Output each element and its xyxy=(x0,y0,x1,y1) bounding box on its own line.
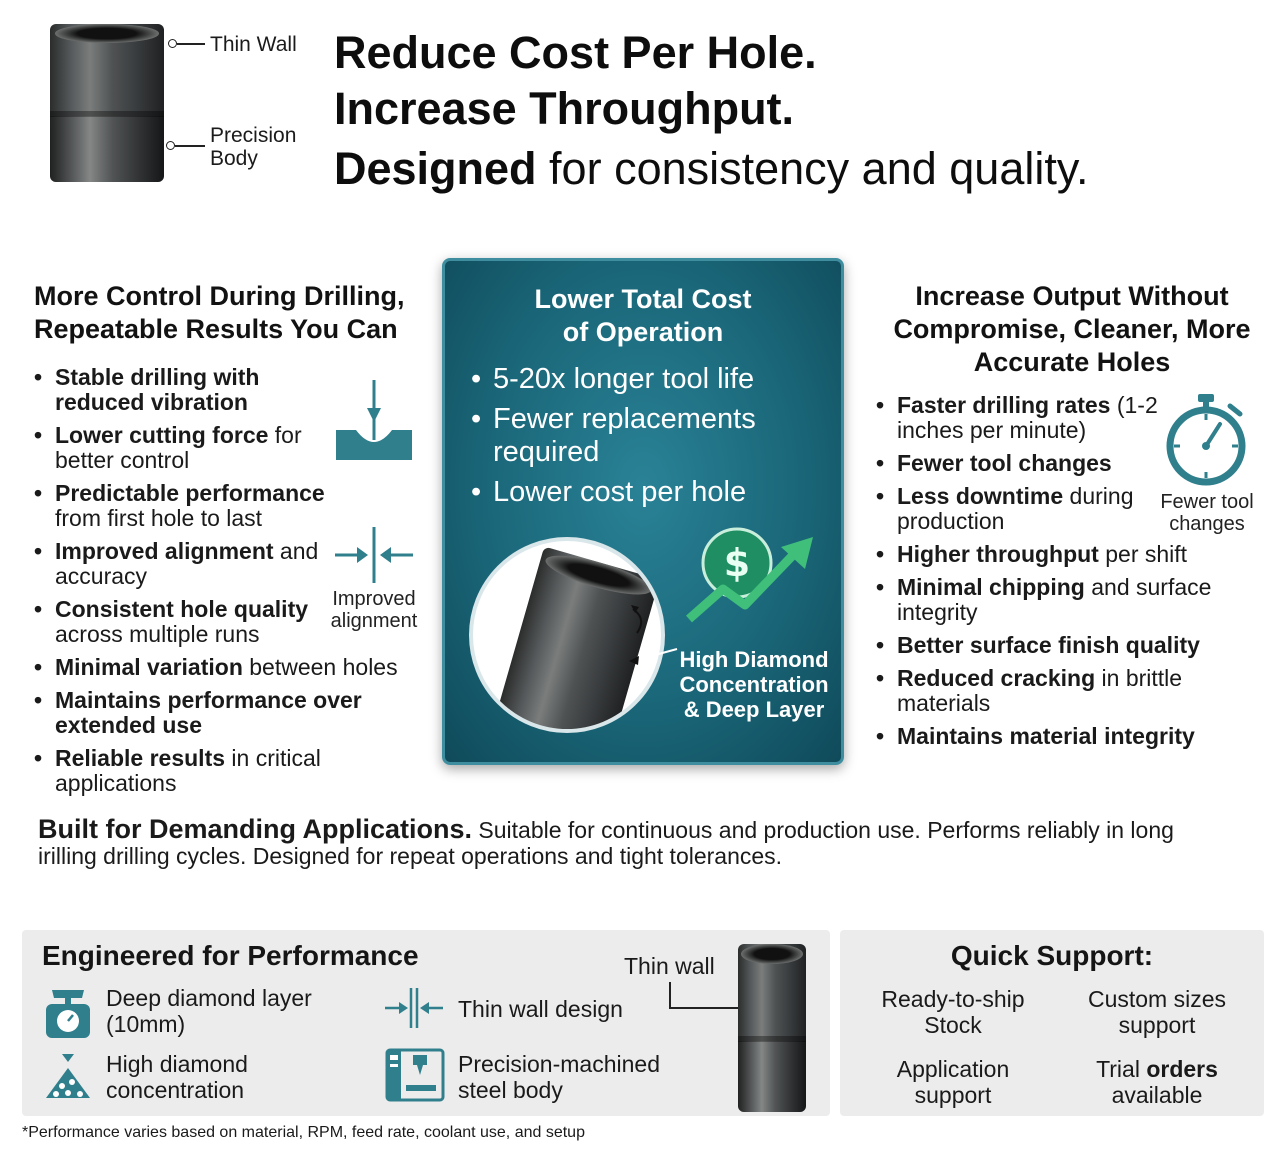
drill-into-surface-icon xyxy=(334,378,414,462)
callout-thin-wall: Thin Wall xyxy=(210,33,297,56)
headline-line-3 xyxy=(334,143,1089,195)
list-item: • Minimal variation between holes xyxy=(34,655,434,680)
list-item: • Minimal chipping and surface integrity xyxy=(876,575,1236,625)
list-item: • Consistent hole quality across multiple runs xyxy=(34,597,334,647)
tube-body-shade xyxy=(50,116,164,182)
dollar-growth-icon xyxy=(683,523,823,627)
list-item: • Better surface finish quality xyxy=(876,633,1236,658)
list-item: • Improved alignment and accuracy xyxy=(34,539,334,589)
cost-panel xyxy=(442,258,844,765)
callout-dot-precision-body xyxy=(166,141,175,150)
caption-pointer-arrows xyxy=(625,601,685,681)
list-item: • Maintains performance over extended use xyxy=(34,688,374,738)
support-trial-orders: Trial orders available xyxy=(1096,1056,1218,1108)
feature-high-diamond-concentration: High diamond concentration xyxy=(106,1051,248,1103)
list-item: • Faster drilling rates (1-2 inches per minute) xyxy=(876,393,1166,443)
callout-line-precision-body xyxy=(175,145,205,147)
feature-deep-diamond-layer: Deep diamond layer (10mm) xyxy=(106,985,312,1037)
headline-line-1: Reduce Cost Per Hole. xyxy=(334,27,817,78)
list-item: • Higher throughput per shift xyxy=(876,542,1236,567)
headline-line-2: Increase Throughput. xyxy=(334,83,795,134)
engineered-title: Engineered for Performance xyxy=(42,940,419,971)
right-column-title: Increase Output Without Compromise, Cleaner, More Accurate Holes xyxy=(893,281,1251,377)
demanding-heading: Built for Demanding Applications. xyxy=(38,814,473,844)
alignment-arrows-icon xyxy=(333,525,415,585)
stopwatch-icon xyxy=(1164,392,1248,486)
panel-title: Lower Total Cost of Operation xyxy=(534,284,752,347)
headline-designed-rest: for consistency and quality. xyxy=(536,143,1089,194)
feature-thin-wall-design: Thin wall design xyxy=(458,996,623,1022)
dollar-sign-text: $ xyxy=(723,541,751,585)
tube-body-shade xyxy=(738,1041,806,1112)
scale-icon xyxy=(44,984,92,1040)
callout-line-thin-wall xyxy=(177,43,205,45)
list-item: • Lower cost per hole xyxy=(471,476,831,509)
panel-bullet-list xyxy=(471,363,831,516)
support-custom-sizes: Custom sizes support xyxy=(1087,986,1227,1038)
panel-caption: High Diamond Concentration & Deep Layer xyxy=(679,647,829,722)
right-bullet-list xyxy=(876,392,1212,757)
support-application: Application support xyxy=(896,1056,1010,1108)
stopwatch-label: Fewer tool changes xyxy=(1160,491,1254,535)
callout-dot-thin-wall xyxy=(168,39,177,48)
left-column-title: More Control During Drilling, Repeatable Results You Can xyxy=(34,281,405,344)
list-item: • Fewer tool changes xyxy=(876,451,1166,476)
list-item: • Stable drilling with reduced vibration xyxy=(34,365,334,415)
support-ready-to-ship: Ready-to-ship Stock xyxy=(881,986,1025,1038)
list-item: • Reliable results in critical applications xyxy=(34,746,334,796)
cnc-machine-icon xyxy=(384,1047,446,1103)
footnote: *Performance varies based on material, RPM, feed rate, coolant use, and setup xyxy=(22,1124,585,1141)
core-bit-image xyxy=(50,24,164,182)
list-item: • Reduced cracking in brittle materials xyxy=(876,666,1236,716)
thin-wall-callout: Thin wall xyxy=(624,953,715,979)
list-item: • 5-20x longer tool life xyxy=(471,363,831,396)
list-item: • Predictable performance from first hole to last xyxy=(34,481,334,531)
callout-precision-body: Precision Body xyxy=(210,124,297,170)
list-item: • Maintains material integrity xyxy=(876,724,1236,749)
support-title: Quick Support: xyxy=(950,940,1154,971)
core-bit-small-image xyxy=(738,944,806,1112)
feature-precision-machined-body: Precision-machined steel body xyxy=(458,1051,660,1103)
alignment-icon-label: Improved alignment xyxy=(330,588,418,632)
list-item: • Lower cutting force for better control xyxy=(34,423,334,473)
list-item: • Fewer replacements required xyxy=(471,403,831,469)
left-bullet-list xyxy=(34,364,398,804)
demanding-applications-text: Built for Demanding Applications. Suitable for continuous and production use. Performs reliably in long irilling drilling cycles. Designed for repeat operations and tight tolerances. xyxy=(38,814,1174,869)
diamond-pile-icon xyxy=(42,1050,94,1102)
thin-wall-arrows-icon xyxy=(383,986,445,1030)
headline-designed: Designed xyxy=(334,143,537,194)
list-item: • Less downtime during production xyxy=(876,484,1166,534)
